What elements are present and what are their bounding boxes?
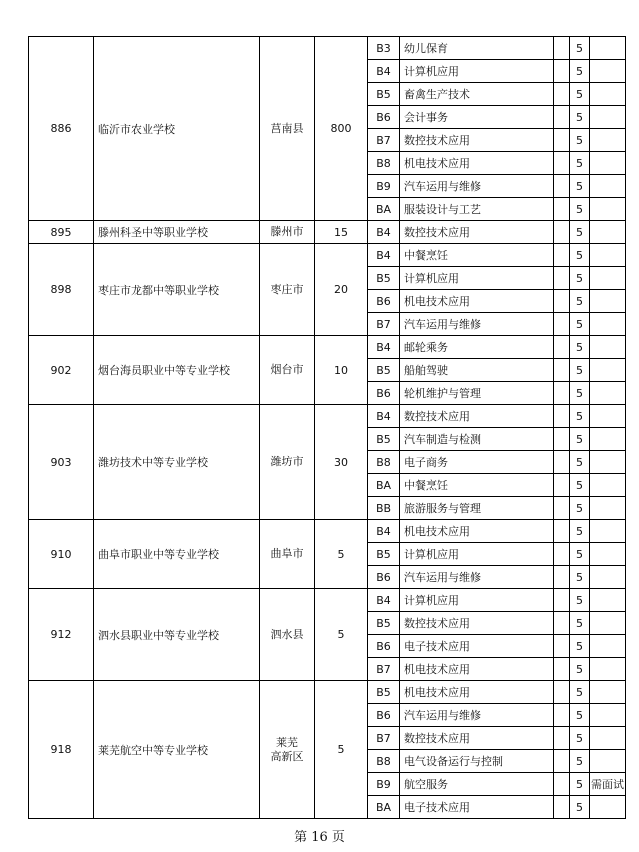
major-years: 5 xyxy=(570,658,590,681)
major-years: 5 xyxy=(570,566,590,589)
major-code: BA xyxy=(368,198,400,221)
admissions-table xyxy=(28,36,626,819)
major-years: 5 xyxy=(570,704,590,727)
school-area: 曲阜市 xyxy=(260,520,315,589)
empty-cell xyxy=(554,267,570,290)
table-row xyxy=(29,244,626,267)
major-code: B9 xyxy=(368,773,400,796)
major-note xyxy=(590,267,626,290)
major-name: 汽车运用与维修 xyxy=(400,566,554,589)
major-name: 数控技术应用 xyxy=(400,129,554,152)
major-years: 5 xyxy=(570,428,590,451)
school-name: 枣庄市龙都中等职业学校 xyxy=(94,244,260,336)
table-row xyxy=(29,589,626,612)
area-line: 高新区 xyxy=(270,749,304,763)
major-note xyxy=(590,244,626,267)
empty-cell xyxy=(554,175,570,198)
major-years: 5 xyxy=(570,382,590,405)
table-row xyxy=(29,336,626,359)
school-quota: 5 xyxy=(315,681,368,819)
major-years: 5 xyxy=(570,336,590,359)
major-years: 5 xyxy=(570,313,590,336)
school-name: 烟台海员职业中等专业学校 xyxy=(94,336,260,405)
major-code: B9 xyxy=(368,175,400,198)
major-years: 5 xyxy=(570,290,590,313)
empty-cell xyxy=(554,589,570,612)
major-code: B8 xyxy=(368,451,400,474)
major-years: 5 xyxy=(570,612,590,635)
major-name: 畜禽生产技术 xyxy=(400,83,554,106)
major-code: B4 xyxy=(368,336,400,359)
major-name: 航空服务 xyxy=(400,773,554,796)
school-quota: 800 xyxy=(315,37,368,221)
major-code: B7 xyxy=(368,658,400,681)
major-code: B7 xyxy=(368,129,400,152)
empty-cell xyxy=(554,60,570,83)
major-note xyxy=(590,658,626,681)
major-code: B4 xyxy=(368,244,400,267)
empty-cell xyxy=(554,198,570,221)
major-name: 电子技术应用 xyxy=(400,796,554,819)
empty-cell xyxy=(554,704,570,727)
school-code: 902 xyxy=(29,336,94,405)
school-name: 曲阜市职业中等专业学校 xyxy=(94,520,260,589)
school-code: 910 xyxy=(29,520,94,589)
major-name: 数控技术应用 xyxy=(400,727,554,750)
major-note xyxy=(590,704,626,727)
major-name: 数控技术应用 xyxy=(400,612,554,635)
major-code: B6 xyxy=(368,290,400,313)
major-name: 计算机应用 xyxy=(400,60,554,83)
page-number: 第 16 页 xyxy=(294,830,345,845)
empty-cell xyxy=(554,681,570,704)
empty-cell xyxy=(554,382,570,405)
empty-cell xyxy=(554,359,570,382)
school-name: 泗水县职业中等专业学校 xyxy=(94,589,260,681)
major-name: 数控技术应用 xyxy=(400,405,554,428)
major-years: 5 xyxy=(570,520,590,543)
major-note: 需面试 xyxy=(590,773,626,796)
school-area: 泗水县 xyxy=(260,589,315,681)
major-note xyxy=(590,290,626,313)
empty-cell xyxy=(554,796,570,819)
school-name: 潍坊技术中等专业学校 xyxy=(94,405,260,520)
major-note xyxy=(590,428,626,451)
major-years: 5 xyxy=(570,83,590,106)
major-code: B7 xyxy=(368,313,400,336)
major-note xyxy=(590,497,626,520)
empty-cell xyxy=(554,405,570,428)
major-years: 5 xyxy=(570,37,590,60)
empty-cell xyxy=(554,83,570,106)
school-area xyxy=(260,681,315,819)
major-years: 5 xyxy=(570,198,590,221)
empty-cell xyxy=(554,497,570,520)
major-name: 数控技术应用 xyxy=(400,221,554,244)
major-name: 汽车运用与维修 xyxy=(400,313,554,336)
school-code: 886 xyxy=(29,37,94,221)
school-code: 918 xyxy=(29,681,94,819)
major-code: B4 xyxy=(368,520,400,543)
major-years: 5 xyxy=(570,681,590,704)
major-code: B7 xyxy=(368,727,400,750)
school-name: 滕州科圣中等职业学校 xyxy=(94,221,260,244)
major-code: B8 xyxy=(368,152,400,175)
major-note xyxy=(590,589,626,612)
major-note xyxy=(590,474,626,497)
major-name: 机电技术应用 xyxy=(400,681,554,704)
major-name: 汽车运用与维修 xyxy=(400,704,554,727)
empty-cell xyxy=(554,221,570,244)
empty-cell xyxy=(554,451,570,474)
empty-cell xyxy=(554,566,570,589)
major-years: 5 xyxy=(570,773,590,796)
major-note xyxy=(590,405,626,428)
major-years: 5 xyxy=(570,796,590,819)
major-name: 机电技术应用 xyxy=(400,658,554,681)
major-name: 幼儿保育 xyxy=(400,37,554,60)
major-note xyxy=(590,796,626,819)
major-code: B5 xyxy=(368,681,400,704)
major-name: 机电技术应用 xyxy=(400,520,554,543)
major-note xyxy=(590,83,626,106)
major-code: B6 xyxy=(368,106,400,129)
major-note xyxy=(590,221,626,244)
major-name: 汽车制造与检测 xyxy=(400,428,554,451)
major-code: BB xyxy=(368,497,400,520)
major-code: B5 xyxy=(368,267,400,290)
major-code: B6 xyxy=(368,704,400,727)
empty-cell xyxy=(554,543,570,566)
school-code: 912 xyxy=(29,589,94,681)
major-name: 机电技术应用 xyxy=(400,290,554,313)
major-note xyxy=(590,106,626,129)
major-note xyxy=(590,37,626,60)
empty-cell xyxy=(554,773,570,796)
empty-cell xyxy=(554,129,570,152)
major-years: 5 xyxy=(570,152,590,175)
empty-cell xyxy=(554,635,570,658)
major-code: B5 xyxy=(368,612,400,635)
major-code: B5 xyxy=(368,83,400,106)
major-years: 5 xyxy=(570,359,590,382)
major-code: B4 xyxy=(368,405,400,428)
major-years: 5 xyxy=(570,750,590,773)
major-name: 计算机应用 xyxy=(400,543,554,566)
empty-cell xyxy=(554,727,570,750)
school-quota: 5 xyxy=(315,589,368,681)
major-note xyxy=(590,198,626,221)
major-code: B6 xyxy=(368,566,400,589)
major-code: B4 xyxy=(368,221,400,244)
empty-cell xyxy=(554,750,570,773)
school-name: 临沂市农业学校 xyxy=(94,37,260,221)
empty-cell xyxy=(554,152,570,175)
empty-cell xyxy=(554,244,570,267)
major-name: 旅游服务与管理 xyxy=(400,497,554,520)
empty-cell xyxy=(554,336,570,359)
major-years: 5 xyxy=(570,451,590,474)
school-quota: 15 xyxy=(315,221,368,244)
table-row xyxy=(29,520,626,543)
major-note xyxy=(590,451,626,474)
school-quota: 30 xyxy=(315,405,368,520)
major-years: 5 xyxy=(570,497,590,520)
major-code: B3 xyxy=(368,37,400,60)
major-name: 计算机应用 xyxy=(400,589,554,612)
major-note xyxy=(590,612,626,635)
table-row xyxy=(29,405,626,428)
school-name: 莱芜航空中等专业学校 xyxy=(94,681,260,819)
empty-cell xyxy=(554,37,570,60)
major-code: B8 xyxy=(368,750,400,773)
area-line: 莱芜 xyxy=(276,735,298,749)
table-row xyxy=(29,681,626,704)
major-years: 5 xyxy=(570,589,590,612)
school-code: 895 xyxy=(29,221,94,244)
major-note xyxy=(590,60,626,83)
major-years: 5 xyxy=(570,727,590,750)
major-name: 电子商务 xyxy=(400,451,554,474)
major-name: 机电技术应用 xyxy=(400,152,554,175)
major-note xyxy=(590,543,626,566)
major-code: B5 xyxy=(368,428,400,451)
major-name: 服装设计与工艺 xyxy=(400,198,554,221)
major-note xyxy=(590,681,626,704)
major-name: 会计事务 xyxy=(400,106,554,129)
empty-cell xyxy=(554,428,570,451)
major-code: BA xyxy=(368,796,400,819)
major-years: 5 xyxy=(570,267,590,290)
major-name: 电气设备运行与控制 xyxy=(400,750,554,773)
major-years: 5 xyxy=(570,405,590,428)
major-code: B6 xyxy=(368,382,400,405)
major-name: 中餐烹饪 xyxy=(400,474,554,497)
major-years: 5 xyxy=(570,221,590,244)
school-quota: 5 xyxy=(315,520,368,589)
major-years: 5 xyxy=(570,60,590,83)
empty-cell xyxy=(554,520,570,543)
major-note xyxy=(590,566,626,589)
school-code: 898 xyxy=(29,244,94,336)
major-code: B4 xyxy=(368,60,400,83)
school-area: 滕州市 xyxy=(260,221,315,244)
major-name: 中餐烹饪 xyxy=(400,244,554,267)
major-years: 5 xyxy=(570,474,590,497)
major-note xyxy=(590,359,626,382)
major-code: B6 xyxy=(368,635,400,658)
school-area: 烟台市 xyxy=(260,336,315,405)
school-area: 莒南县 xyxy=(260,37,315,221)
major-note xyxy=(590,727,626,750)
major-note xyxy=(590,750,626,773)
major-name: 汽车运用与维修 xyxy=(400,175,554,198)
school-quota: 20 xyxy=(315,244,368,336)
school-quota: 10 xyxy=(315,336,368,405)
empty-cell xyxy=(554,290,570,313)
table-row xyxy=(29,221,626,244)
major-name: 计算机应用 xyxy=(400,267,554,290)
major-years: 5 xyxy=(570,106,590,129)
major-name: 电子技术应用 xyxy=(400,635,554,658)
major-name: 船舶驾驶 xyxy=(400,359,554,382)
major-name: 邮轮乘务 xyxy=(400,336,554,359)
school-area: 潍坊市 xyxy=(260,405,315,520)
empty-cell xyxy=(554,658,570,681)
school-code: 903 xyxy=(29,405,94,520)
major-note xyxy=(590,313,626,336)
table-row xyxy=(29,37,626,60)
major-note xyxy=(590,175,626,198)
major-note xyxy=(590,635,626,658)
major-note xyxy=(590,336,626,359)
empty-cell xyxy=(554,474,570,497)
major-note xyxy=(590,382,626,405)
empty-cell xyxy=(554,612,570,635)
major-years: 5 xyxy=(570,244,590,267)
major-years: 5 xyxy=(570,543,590,566)
major-years: 5 xyxy=(570,175,590,198)
major-name: 轮机维护与管理 xyxy=(400,382,554,405)
major-years: 5 xyxy=(570,635,590,658)
major-code: B4 xyxy=(368,589,400,612)
empty-cell xyxy=(554,313,570,336)
major-note xyxy=(590,520,626,543)
major-code: BA xyxy=(368,474,400,497)
major-years: 5 xyxy=(570,129,590,152)
major-note xyxy=(590,129,626,152)
school-area: 枣庄市 xyxy=(260,244,315,336)
major-note xyxy=(590,152,626,175)
empty-cell xyxy=(554,106,570,129)
major-code: B5 xyxy=(368,543,400,566)
table-body xyxy=(29,37,626,819)
major-code: B5 xyxy=(368,359,400,382)
